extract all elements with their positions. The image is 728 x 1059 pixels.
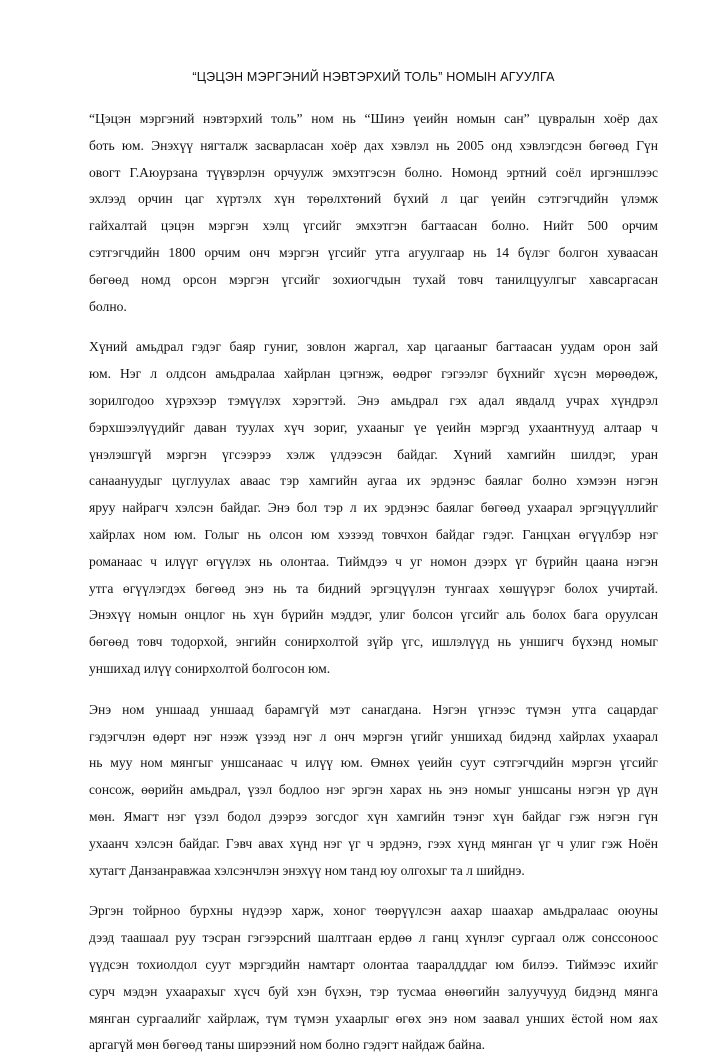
paragraph xyxy=(89,334,658,682)
text-line: романаас ч илүүг өгүүлэх нь олонтаа. Тиймдээ ч уг номон дээрх үг бүрийн цаана нэгэн xyxy=(89,553,658,569)
text-line: үнэлэшгүй мэргэн үгсээрээ хэлж үлдээсэн байдаг. Хүний хамгийн шилдэг, уран xyxy=(89,446,658,462)
text-line: аргагүй мөн бөгөөд таны ширээний ном болно гэдэгт найдаж байна. xyxy=(89,1037,486,1053)
text-line: “Цэцэн мэргэний нэвтэрхий толь” ном нь “Шинэ үеийн номын сан” цувралын хоёр дах xyxy=(89,111,658,126)
text-line: бөгөөд товч тодорхой, энгийн сонирхолтой зүйр үгс, ишлэлүүд нь уншигч бүхэнд номыг xyxy=(89,634,658,650)
text-line: мянган сургаалийг хайрлаж, түм түмэн ухаарлыг өгөх энэ ном заавал унших ёстой ном яах xyxy=(89,1010,658,1026)
text-line: зорилгодоо хүрэхээр тэмүүлэх хэрэгтэй. Энэ амьдрал гэх адал явдалд учрах хүндрэл xyxy=(89,392,658,408)
text-line: гэдэгчлэн өдөрт нэг нээж үзээд нэг л онч мэргэн үгийг уншихад бидэнд хайрлах ухаарал xyxy=(89,728,658,744)
text-line: яруу найрагч хэлсэн байдаг. Энэ бол тэр л их эрдэнэс баялаг бөгөөд ухаарал эргэцүүллийг xyxy=(89,500,658,516)
text-line: Хүний амьдрал гэдэг баяр гуниг, зовлон жаргал, хар цагааныг багтаасан уудам орон зай xyxy=(89,339,658,355)
text-line: бөгөөд номд орсон мэргэн үгсийг зохиогчдын тухай товч танилцуулгыг хавсаргасан xyxy=(89,271,658,287)
text-line: овогт Г.Аюурзана түүвэрлэн орчуулж эмхэтгэсэн болно. Номонд эртний соёл иргэншлээс xyxy=(89,164,658,180)
text-line: мөн. Ямагт нэг үзэл бодол дээрээ зогсдог хүн хамгийн тэнэг хүн байдаг гэж нэгэн гүн xyxy=(89,808,658,824)
text-line: гайхалтай цэцэн мэргэн хэлц үгсийг эмхэтгэн багтаасан болно. Нийт 500 орчим xyxy=(89,218,658,234)
text-line: нь муу ном мянгыг уншсанаас ч илүү юм. Өмнөх үеийн суут сэтгэгчдийн мэргэн үгсийг xyxy=(89,755,658,771)
text-line: Энэхүү номын онцлог нь хүн бүрийн мэддэг, улиг болсон үгсийг аль болох бага оруулсан xyxy=(89,607,658,623)
text-line: Эргэн тойрноо бурхны нүдээр харж, хоног төөрүүлсэн аахар шаахар амьдралаас оюуны xyxy=(89,903,658,919)
text-line: сонсож, өөрийн амьдрал, үзэл бодлоо нэг эргэн харах нь энэ номыг уншсаны нэгэн үр дүн xyxy=(89,782,658,798)
text-line: уншихад илүү сонирхолтой болгосон юм. xyxy=(89,660,331,676)
document-title: “ЦЭЦЭН МЭРГЭНИЙ НЭВТЭРХИЙ ТОЛЬ” НОМЫН АГУУЛГА xyxy=(192,70,555,84)
paragraph xyxy=(89,898,658,1059)
text-line: дээд таашаал руу тэсран гэгээрсний шалтгаан ердөө л ганц хүнлэг сургаал олж сонссоноос xyxy=(89,930,658,946)
text-line: боть юм. Энэхүү нягталж засварласан хоёр дах хэвлэл нь 2005 онд хэвлэгдсэн бөгөөд Гүн xyxy=(89,137,658,153)
text-line: сурч мэдэн ухаарахыг хүсч буй хэн бүхэн, тэр тусмаа өнөөгийн залуучууд бидэнд мянга xyxy=(89,983,658,999)
text-line: юм. Нэг л олдсон амьдралаа хайрлан цэгнэж, өөдрөг гэгээлэг бүхнийг хүсэн мөрөөдөж, xyxy=(89,366,658,382)
text-line: утга өгүүлэгдэх бөгөөд энэ нь та бидний эргэцүүлэн тунгаах хөшүүрэг болох учиртай. xyxy=(89,580,658,596)
text-line: хайрлах ном юм. Голыг нь олсон юм хэзээд товчхон байдаг гэдэг. Ганцхан өгүүлбэр нэг xyxy=(89,526,658,542)
paragraph xyxy=(89,106,658,320)
document-body xyxy=(89,106,658,1059)
text-line: эхлээд орчин цаг хүртэлх хүн төрөлхтөний бүхий л цаг үеийн сэтгэгчдийн үлэмж xyxy=(89,191,658,207)
text-line: болно. xyxy=(89,298,127,314)
text-line: бэрхшээлүүдийг даван туулах хүч зориг, ухааныг үе үеийн мэргэд ухаантнууд алтаар ч xyxy=(89,419,658,435)
text-line: Энэ ном уншаад уншаад барамгүй мэт санагдана. Нэгэн үгнээс түмэн утга сацардаг xyxy=(89,701,658,717)
text-line: сэтгэгчдийн 1800 орчим онч мэргэн үгсийг утга агуулгаар нь 14 бүлэг болгон хуваасан xyxy=(89,244,658,260)
text-line: ухаанч хэлсэн байдаг. Гэвч авах хүнд нэг үг ч эрдэнэ, гээх хүнд мянган үг ч улиг гэж Ноён xyxy=(89,835,658,851)
text-line: санаануудыг цуглуулах аваас тэр хамгийн аугаа их эрдэнэс баялаг болно хэмээн нэгэн xyxy=(89,473,658,489)
text-line: хутагт Данзанравжаа хэлсэнчлэн энэхүү ном танд юу олгохыг та л шийднэ. xyxy=(89,862,525,878)
text-line: үүдсэн тохиолдол суут мэргэдийн намтарт олонтаа тааралдддаг юм билээ. Тиймээс ихийг xyxy=(89,956,658,972)
paragraph xyxy=(89,697,658,885)
